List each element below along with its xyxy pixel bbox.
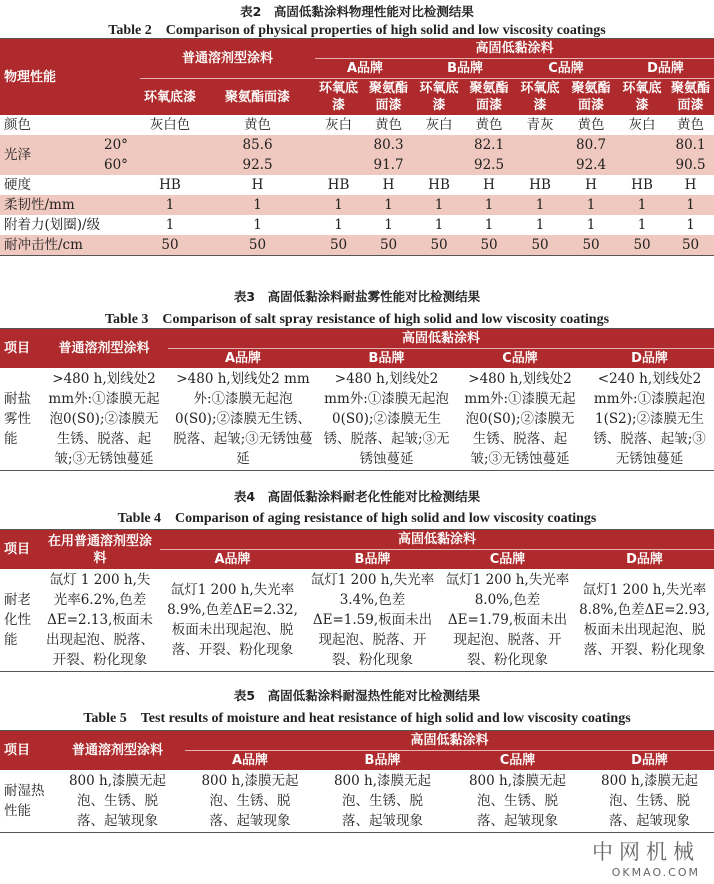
row-label: 耐盐雾性能 xyxy=(4,391,31,447)
table-cell xyxy=(315,135,362,155)
table-cell: 50 xyxy=(565,235,617,256)
table-cell: 黄色 xyxy=(244,117,272,133)
table-cell: 氙灯1 200 h,失光率8.8%,色差ΔE=2.93,板面未出现起泡、脱落、开裂、粉化现象 xyxy=(579,582,710,658)
table4-aging xyxy=(0,529,714,672)
header-brand: A品牌 xyxy=(168,349,318,369)
table-cell: 黄色 xyxy=(475,117,503,133)
header-pu-topcoat: 聚氨酯面漆 xyxy=(463,79,515,116)
header-pu-topcoat: 聚氨酯面漆 xyxy=(667,79,714,116)
table2-title-en: Table 2 Comparison of physical properties of high solid and low viscosity coatings xyxy=(108,23,606,38)
header-epoxy-primer: 环氧底漆 xyxy=(140,79,200,116)
row-label: 附着力(划圈)/级 xyxy=(4,217,101,233)
header-brand: C品牌 xyxy=(440,550,575,570)
table-cell: 1 xyxy=(637,217,647,233)
row-sublabel: 20° xyxy=(100,135,140,155)
table-cell: >480 h,划线处2 mm外:①漆膜无起泡0(S0);②漆膜无生锈、脱落、起皱;③无锈蚀蔓延 xyxy=(48,371,160,467)
table-cell: 50 xyxy=(140,235,200,256)
table-cell: 1 xyxy=(140,195,200,215)
table-cell: 黄色 xyxy=(577,117,605,133)
table-cell: 800 h,漆膜无起泡、生锈、脱落、起皱现象 xyxy=(333,773,432,829)
row-label: 耐老化性能 xyxy=(4,592,31,648)
table-row xyxy=(0,175,714,195)
table-cell: >480 h,划线处2 mm外:①漆膜无起泡0(S0);②漆膜无生锈、脱落、起皱;③无锈蚀蔓延 xyxy=(173,371,313,467)
table-cell: 氙灯1 200 h,失光率8.9%,色差ΔE=2.32,板面未出现起泡、脱落、开裂、粉化现象 xyxy=(167,582,298,658)
table-row xyxy=(0,215,714,235)
table-cell: 85.6 xyxy=(200,135,315,155)
table-cell: HB xyxy=(428,177,450,193)
table3-title-en: Table 3 Comparison of salt spray resistance of high solid and low viscosity coatings xyxy=(104,312,610,327)
table-cell xyxy=(617,155,667,175)
row-label: 耐冲击性/cm xyxy=(0,235,140,256)
table-cell: 50 xyxy=(415,235,463,256)
table-row xyxy=(0,368,714,471)
watermark-logo xyxy=(592,836,700,879)
table-cell xyxy=(315,155,362,175)
header-brand: A品牌 xyxy=(160,550,305,570)
table-cell: <240 h,划线处2 mm外:①漆膜起泡1(S2);②漆膜无生锈、脱落、起皱;③无锈蚀蔓延 xyxy=(593,371,706,467)
table-cell: 800 h,漆膜无起泡、生锈、脱落、起皱现象 xyxy=(468,773,567,829)
table-cell: 1 xyxy=(686,217,695,233)
table-cell: 50 xyxy=(617,235,667,256)
table-row xyxy=(0,155,714,175)
table-cell: >480 h,划线处2 mm外:①漆膜无起泡0(S0);②漆膜无生锈、脱落、起皱;③无锈蚀蔓延 xyxy=(464,371,576,467)
table-cell xyxy=(515,155,565,175)
header-brand: B品牌 xyxy=(318,349,455,369)
table-cell: 1 xyxy=(617,195,667,215)
header-brand: B品牌 xyxy=(305,550,440,570)
table-cell: 1 xyxy=(535,217,545,233)
header-common-coating: 普通溶剂型涂料 xyxy=(140,39,315,79)
table-row xyxy=(0,135,714,155)
header-high-solid-coating: 高固低黏涂料 xyxy=(168,329,714,349)
table-cell: HB xyxy=(327,177,350,193)
header-brand: B品牌 xyxy=(315,751,450,771)
header-high-solid-coating: 高固低黏涂料 xyxy=(185,731,714,751)
header-brand: C品牌 xyxy=(450,751,585,771)
header-epoxy-primer: 环氧底漆 xyxy=(315,79,362,116)
table-cell: 800 h,漆膜无起泡、生锈、脱落、起皱现象 xyxy=(201,773,299,829)
table5-title-zh: 表5 高固低黏涂料耐湿热性能对比检测结果 xyxy=(233,688,481,703)
table-cell: 灰白色 xyxy=(149,117,191,133)
table-cell: 灰白 xyxy=(325,117,353,133)
table-cell: H xyxy=(251,177,264,193)
header-high-solid-coating: 高固低黏涂料 xyxy=(160,530,714,550)
table5-moisture-heat xyxy=(0,730,714,833)
table-row xyxy=(0,115,714,135)
table-cell: 1 xyxy=(463,195,515,215)
table-cell: 92.5 xyxy=(463,155,515,175)
header-brand: B品牌 xyxy=(415,59,515,79)
table-cell: HB xyxy=(631,177,653,193)
header-brand: D品牌 xyxy=(575,550,714,570)
table-cell: 91.7 xyxy=(362,155,415,175)
table-cell xyxy=(515,135,565,155)
table-cell: H xyxy=(382,177,395,193)
table-cell: 1 xyxy=(667,195,714,215)
table-cell: 1 xyxy=(484,217,494,233)
header-epoxy-primer: 环氧底漆 xyxy=(617,79,667,116)
table-cell: 80.1 xyxy=(667,135,714,155)
header-brand: D品牌 xyxy=(585,349,714,369)
table-cell: 90.5 xyxy=(667,155,714,175)
table-cell: 氙灯1 200 h,失光率3.4%,色差ΔE=1.59,板面未出现起泡、脱落、开裂、粉化现象 xyxy=(310,572,435,668)
header-brand: C品牌 xyxy=(515,59,617,79)
table3-salt-spray xyxy=(0,328,714,471)
header-brand: D品牌 xyxy=(617,59,714,79)
table-cell: 氙灯 1 200 h,失光率6.2%,色差ΔE=2.13,板面未出现起泡、脱落、开裂、粉化现象 xyxy=(46,572,154,668)
table-cell: HB xyxy=(529,177,551,193)
table-cell: 1 xyxy=(565,195,617,215)
table-cell: H xyxy=(684,177,697,193)
table-cell: 50 xyxy=(515,235,565,256)
table-cell xyxy=(415,155,463,175)
header-item: 项目 xyxy=(0,329,40,369)
table4-title-zh: 表4 高固低黏涂料耐老化性能对比检测结果 xyxy=(233,489,481,504)
row-label: 颜色 xyxy=(4,117,31,133)
table-cell xyxy=(140,135,200,155)
table-cell: 黄色 xyxy=(375,117,403,133)
table-cell: 1 xyxy=(253,217,262,233)
table-cell: H xyxy=(483,177,495,193)
row-label: 光泽 xyxy=(0,135,100,175)
table2-title-zh: 表2 高固低黏涂料物理性能对比检测结果 xyxy=(240,4,474,19)
header-common-coating: 普通溶剂型涂料 xyxy=(40,329,168,369)
table-cell: 92.4 xyxy=(565,155,617,175)
row-label: 硬度 xyxy=(4,177,31,193)
header-item: 项目 xyxy=(0,530,40,570)
table-cell: 800 h,漆膜无起泡、生锈、脱落、起皱现象 xyxy=(68,773,167,829)
row-label: 柔韧性/mm xyxy=(0,195,140,215)
watermark-cn: 中网机械 xyxy=(592,840,700,864)
table3-title-zh: 表3 高固低黏涂料耐盐雾性能对比检测结果 xyxy=(233,289,481,304)
header-pu-topcoat: 聚氨酯面漆 xyxy=(565,79,617,116)
table4-title-en: Table 4 Comparison of aging resistance of high solid and low viscosity coatings xyxy=(117,511,597,526)
header-item: 项目 xyxy=(0,731,50,771)
table-cell: 氙灯1 200 h,失光率8.0%,色差ΔE=1.79,板面未出现起泡、脱落、开裂、粉化现象 xyxy=(445,572,570,668)
table-cell xyxy=(140,155,200,175)
table-cell: 50 xyxy=(200,235,315,256)
table-cell: 1 xyxy=(415,195,463,215)
table-cell: >480 h,划线处2 mm外:①漆膜无起泡0(S0);②漆膜无生锈、脱落、起皱;③无锈蚀蔓延 xyxy=(323,371,450,467)
table-cell: 黄色 xyxy=(677,117,705,133)
table-cell: 82.1 xyxy=(463,135,515,155)
row-label: 耐湿热性能 xyxy=(4,783,45,819)
table2-physical-properties xyxy=(0,38,714,256)
table-cell: 1 xyxy=(165,217,175,233)
table-cell: 1 xyxy=(434,217,444,233)
table-cell: 青灰 xyxy=(526,117,554,133)
table-row xyxy=(0,195,714,215)
table-cell: 50 xyxy=(315,235,362,256)
watermark-en: OKMAO.COM xyxy=(611,866,700,879)
table-cell: 50 xyxy=(362,235,415,256)
header-epoxy-primer: 环氧底漆 xyxy=(415,79,463,116)
table-cell: 50 xyxy=(463,235,515,256)
row-sublabel: 60° xyxy=(100,155,140,175)
header-brand: D品牌 xyxy=(585,751,714,771)
table-row xyxy=(0,235,714,256)
table-cell: 1 xyxy=(334,217,343,233)
table-row xyxy=(0,569,714,672)
header-pu-topcoat: 聚氨酯面漆 xyxy=(200,79,315,116)
table-cell: 1 xyxy=(384,217,393,233)
header-common-coating: 在用普通溶剂型涂料 xyxy=(40,530,160,570)
table-cell: 灰白 xyxy=(628,117,656,133)
header-brand: A品牌 xyxy=(315,59,415,79)
table-cell: H xyxy=(585,177,597,193)
header-epoxy-primer: 环氧底漆 xyxy=(515,79,565,116)
table-cell: 800 h,漆膜无起泡、生锈、脱落、起皱现象 xyxy=(600,773,699,829)
table-cell: 1 xyxy=(586,217,596,233)
table-cell: 灰白 xyxy=(425,117,453,133)
header-physical-property: 物理性能 xyxy=(0,39,140,116)
table-cell: 1 xyxy=(200,195,315,215)
table-cell: 1 xyxy=(362,195,415,215)
table-cell: 80.7 xyxy=(565,135,617,155)
header-common-coating: 普通溶剂型涂料 xyxy=(50,731,185,771)
header-brand: C品牌 xyxy=(455,349,585,369)
table-cell: 1 xyxy=(315,195,362,215)
header-pu-topcoat: 聚氨酯面漆 xyxy=(362,79,415,116)
table5-title-en: Table 5 Test results of moisture and heat resistance of high solid and low viscosity coatings xyxy=(83,711,631,726)
table-cell xyxy=(617,135,667,155)
table-cell xyxy=(415,135,463,155)
header-brand: A品牌 xyxy=(185,751,315,771)
table-cell: 50 xyxy=(667,235,714,256)
table-row xyxy=(0,770,714,833)
table-cell: 92.5 xyxy=(200,155,315,175)
table-cell: 80.3 xyxy=(362,135,415,155)
table-cell: 1 xyxy=(515,195,565,215)
header-high-solid-coating: 高固低黏涂料 xyxy=(315,39,714,59)
table-cell: HB xyxy=(159,177,181,193)
